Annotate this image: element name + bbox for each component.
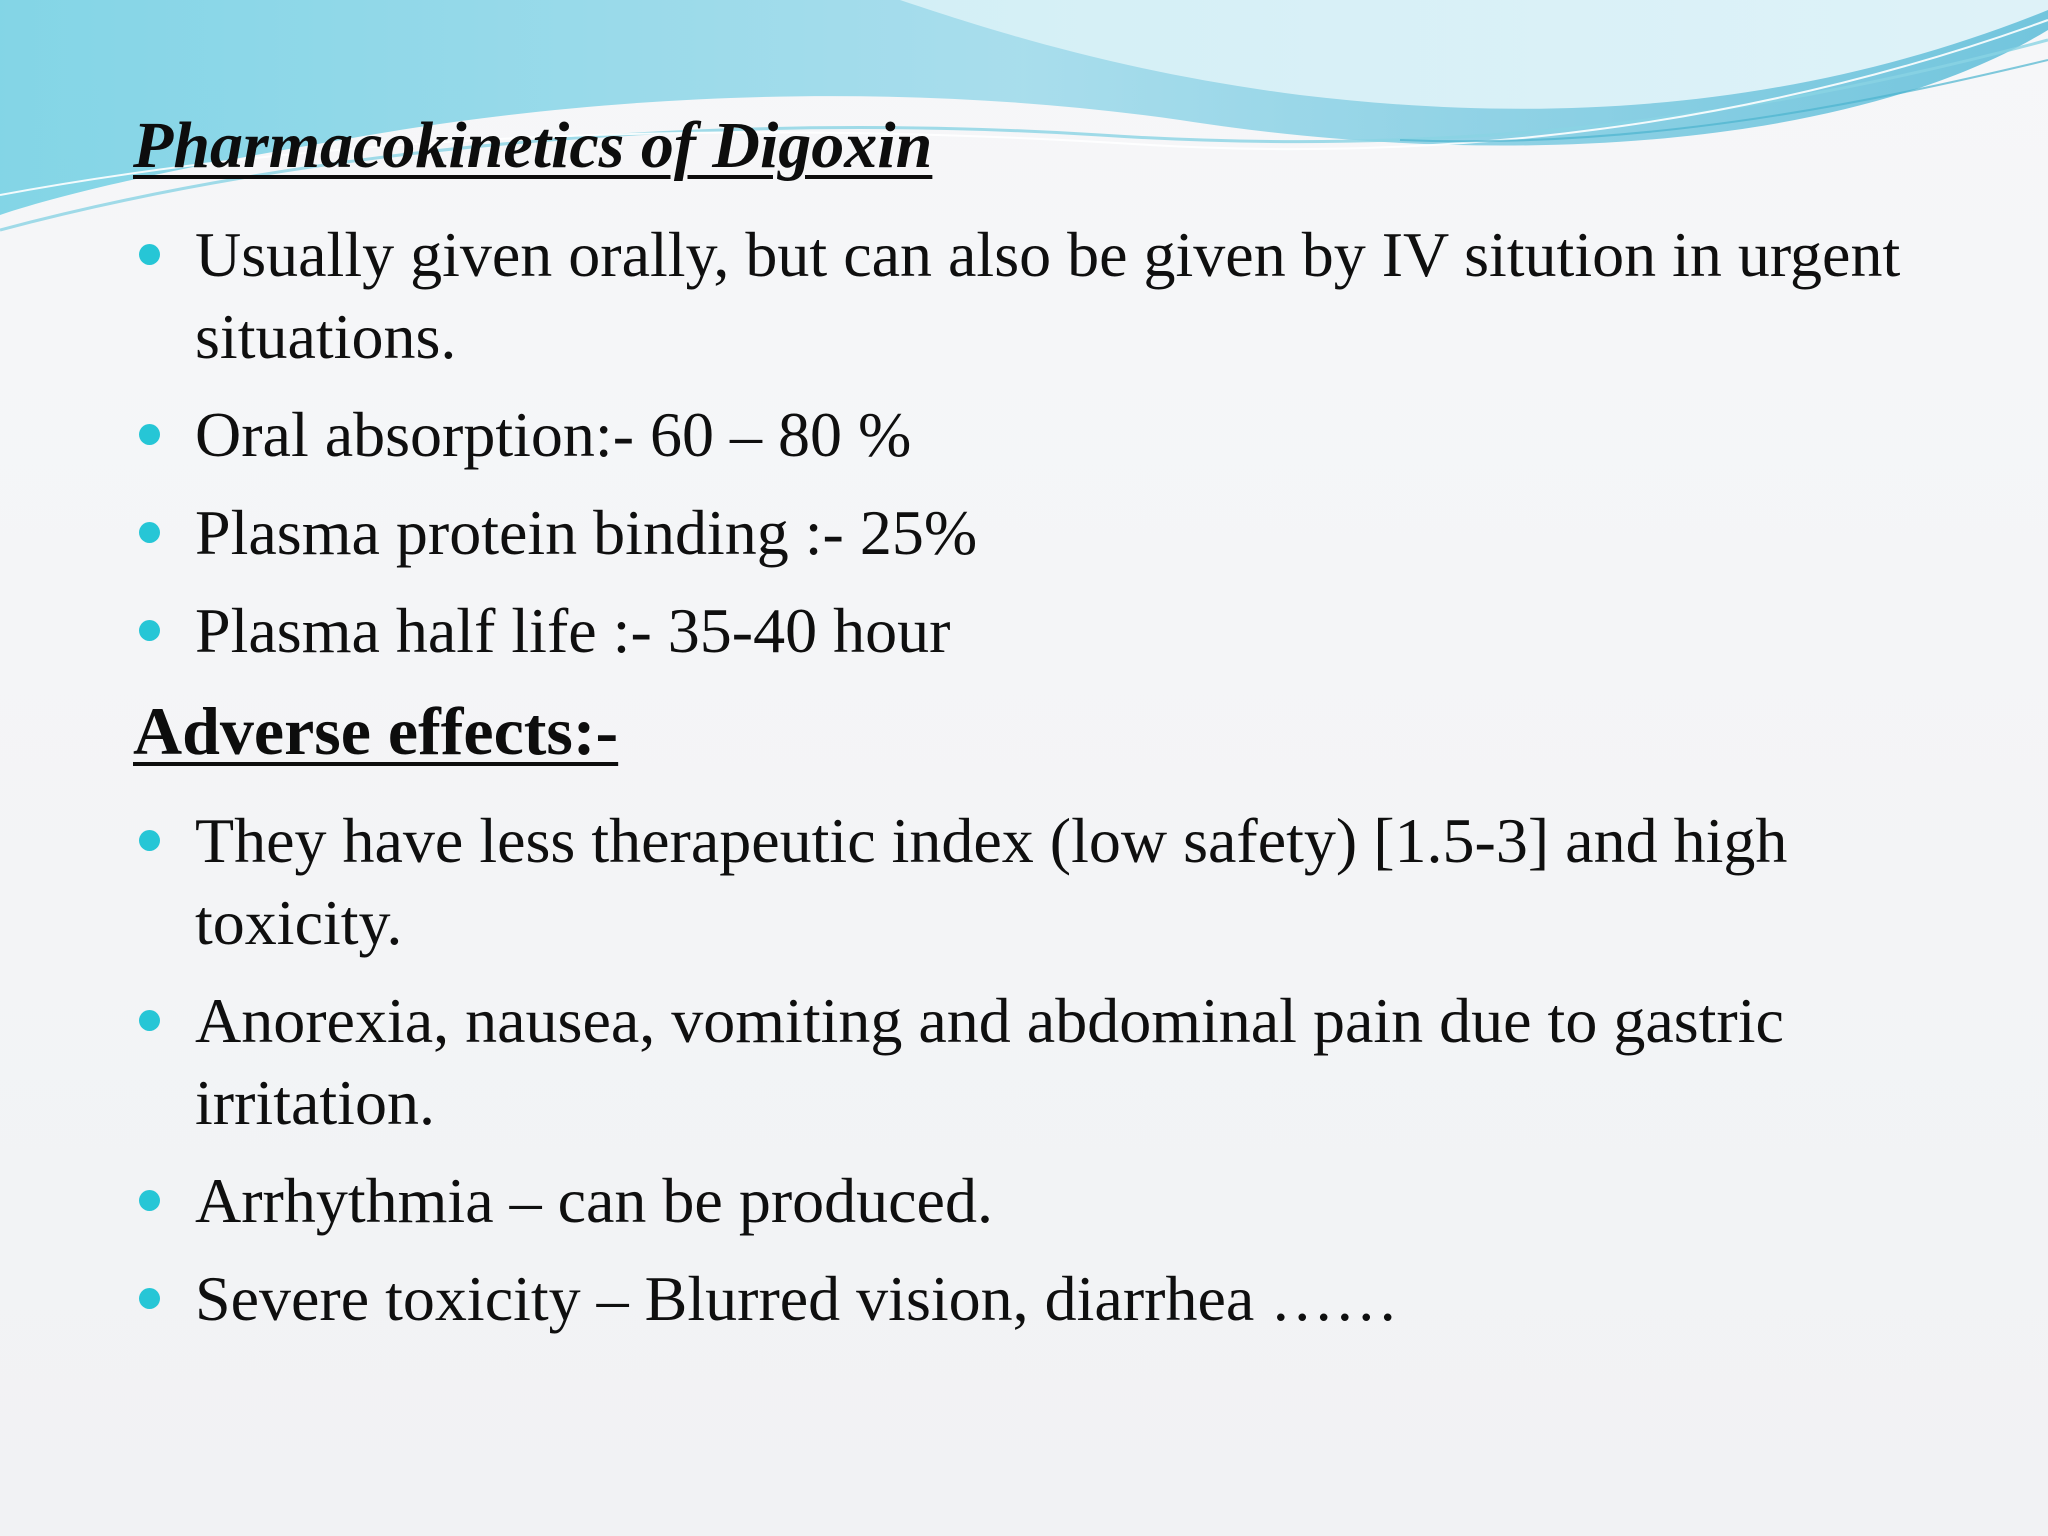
list-item [133, 590, 1933, 672]
adverse-effects-list [133, 800, 1933, 1356]
bullet-dot-icon [139, 830, 160, 851]
list-item-text: They have less therapeutic index (low safety) [1.5-3] and high toxicity. [195, 805, 1788, 958]
bullet-dot-icon [139, 244, 160, 265]
bullet-dot-icon [139, 620, 160, 641]
bullet-dot-icon [139, 522, 160, 543]
slide-title: Pharmacokinetics of Digoxin [133, 109, 933, 182]
list-item [133, 214, 1933, 378]
adverse-effects-heading: Adverse effects:- [133, 693, 619, 769]
bullet-dot-icon [139, 1288, 160, 1309]
list-item-text: Severe toxicity – Blurred vision, diarrhea …… [195, 1263, 1399, 1334]
list-item [133, 1258, 1933, 1340]
pharmacokinetics-list [133, 214, 1933, 688]
list-item [133, 394, 1933, 476]
list-item-text: Plasma protein binding :- 25% [195, 497, 978, 568]
bullet-dot-icon [139, 1010, 160, 1031]
list-item [133, 800, 1933, 964]
list-item-text: Usually given orally, but can also be given by IV sitution in urgent situations. [195, 219, 1901, 372]
list-item-text: Anorexia, nausea, vomiting and abdominal pain due to gastric irritation. [195, 985, 1784, 1138]
list-item [133, 492, 1933, 574]
list-item-text: Arrhythmia – can be produced. [195, 1165, 993, 1236]
list-item [133, 1160, 1933, 1242]
bullet-dot-icon [139, 424, 160, 445]
bullet-dot-icon [139, 1190, 160, 1211]
list-item [133, 980, 1933, 1144]
list-item-text: Oral absorption:- 60 – 80 % [195, 399, 912, 470]
list-item-text: Plasma half life :- 35-40 hour [195, 595, 951, 666]
